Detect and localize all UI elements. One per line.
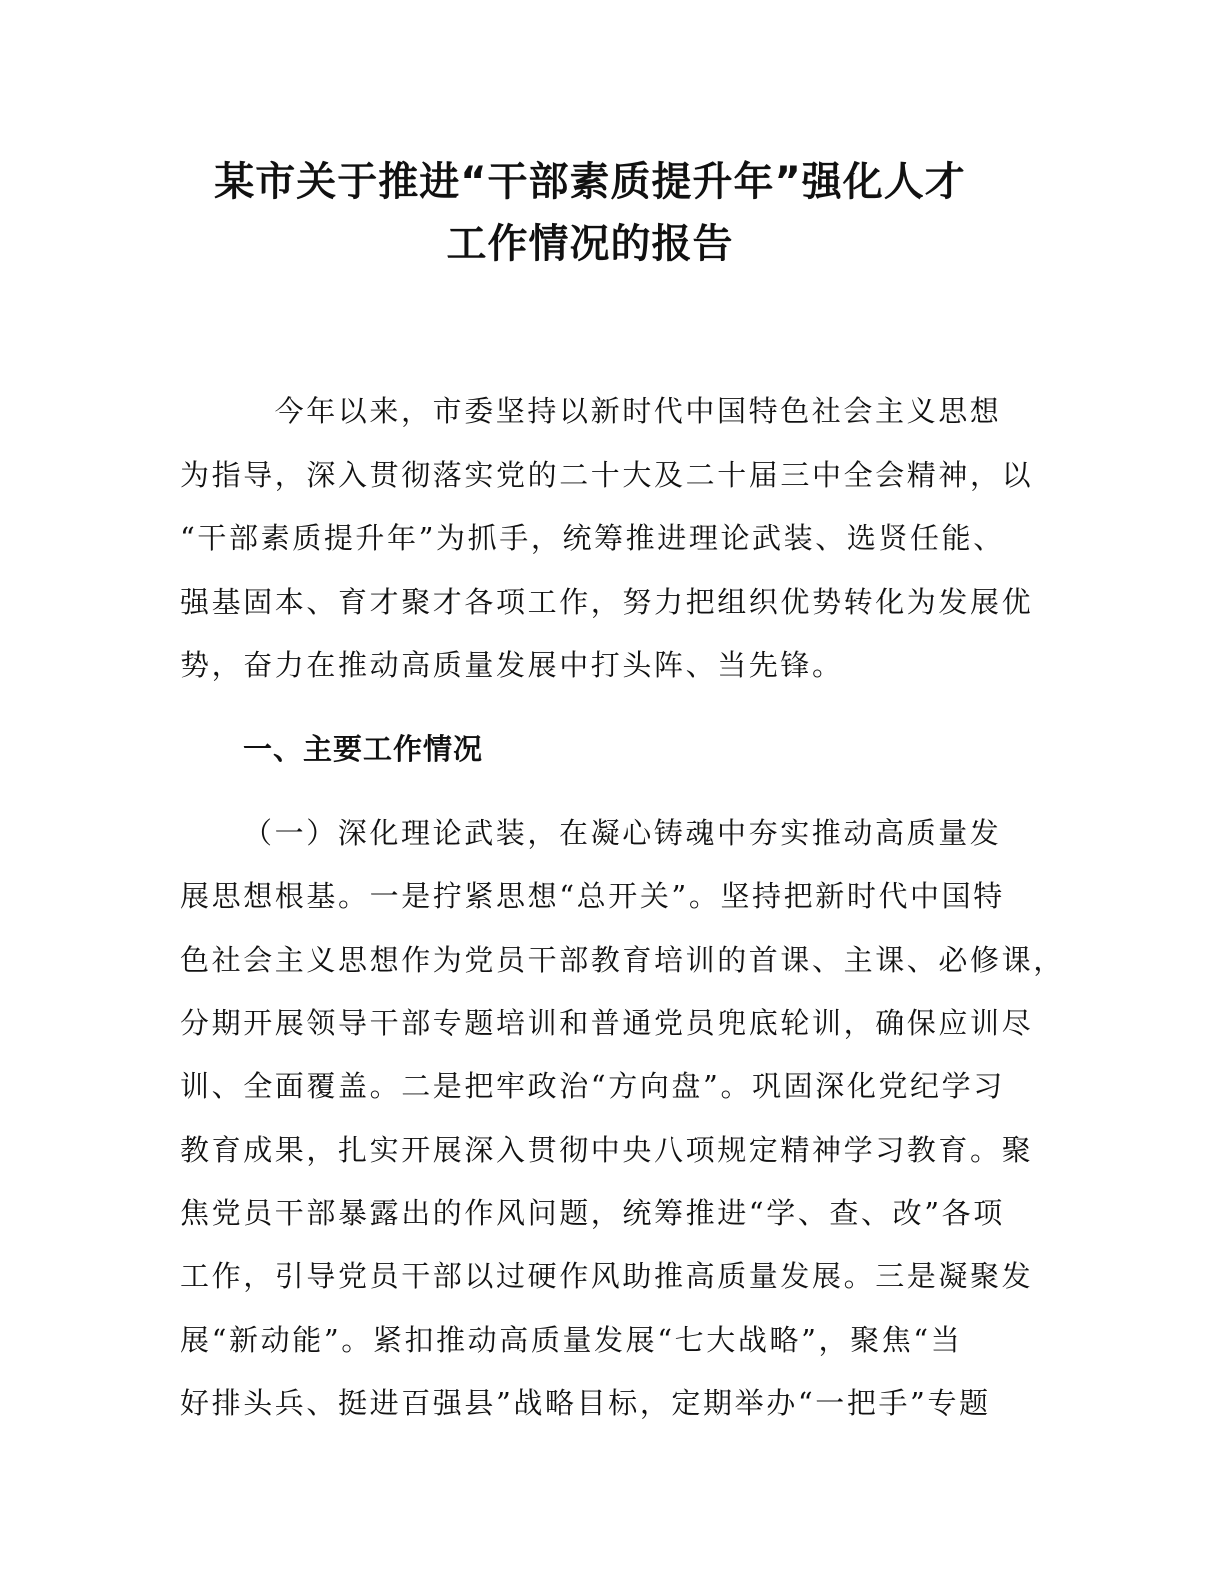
document-title-line-2: 工作情况的报告 (446, 221, 734, 267)
paragraph-line: 教育成果，扎实开展深入贯彻中央八项规定精神学习教育。聚 (180, 1133, 1034, 1167)
paragraph-line: 展“新动能”。紧扣推动高质量发展“七大战略”，聚焦“当 (180, 1323, 963, 1357)
intro-line: 今年以来，市委坚持以新时代中国特色社会主义思想 (243, 394, 1002, 428)
intro-line: 势，奋力在推动高质量发展中打头阵、当先锋。 (180, 648, 844, 682)
paragraph-line: 展思想根基。一是拧紧思想“总开关”。坚持把新时代中国特 (180, 879, 1005, 913)
intro-line: 为指导，深入贯彻落实党的二十大及二十届三中全会精神，以 (180, 458, 1034, 492)
intro-line: 强基固本、育才聚才各项工作，努力把组织优势转化为发展优 (180, 585, 1034, 619)
paragraph-line: 色社会主义思想作为党员干部教育培训的首课、主课、必修课， (180, 943, 1065, 977)
document-title-line-1: 某市关于推进“干部素质提升年”强化人才 (214, 159, 966, 205)
section-heading: 一、主要工作情况 (243, 732, 484, 766)
paragraph-line: （一）深化理论武装，在凝心铸魂中夯实推动高质量发 (243, 816, 1002, 850)
paragraph-line: 好排头兵、挺进百强县”战略目标，定期举办“一把手”专题 (180, 1386, 991, 1420)
paragraph-line: 焦党员干部暴露出的作风问题，统筹推进“学、查、改”各项 (180, 1196, 1005, 1230)
intro-line: “干部素质提升年”为抓手，统筹推进理论武装、选贤任能、 (180, 521, 1005, 555)
paragraph-line: 分期开展领导干部专题培训和普通党员兜底轮训，确保应训尽 (180, 1006, 1034, 1040)
paragraph-line: 训、全面覆盖。二是把牢政治“方向盘”。巩固深化党纪学习 (180, 1069, 1005, 1103)
paragraph-line: 工作，引导党员干部以过硬作风助推高质量发展。三是凝聚发 (180, 1259, 1034, 1293)
